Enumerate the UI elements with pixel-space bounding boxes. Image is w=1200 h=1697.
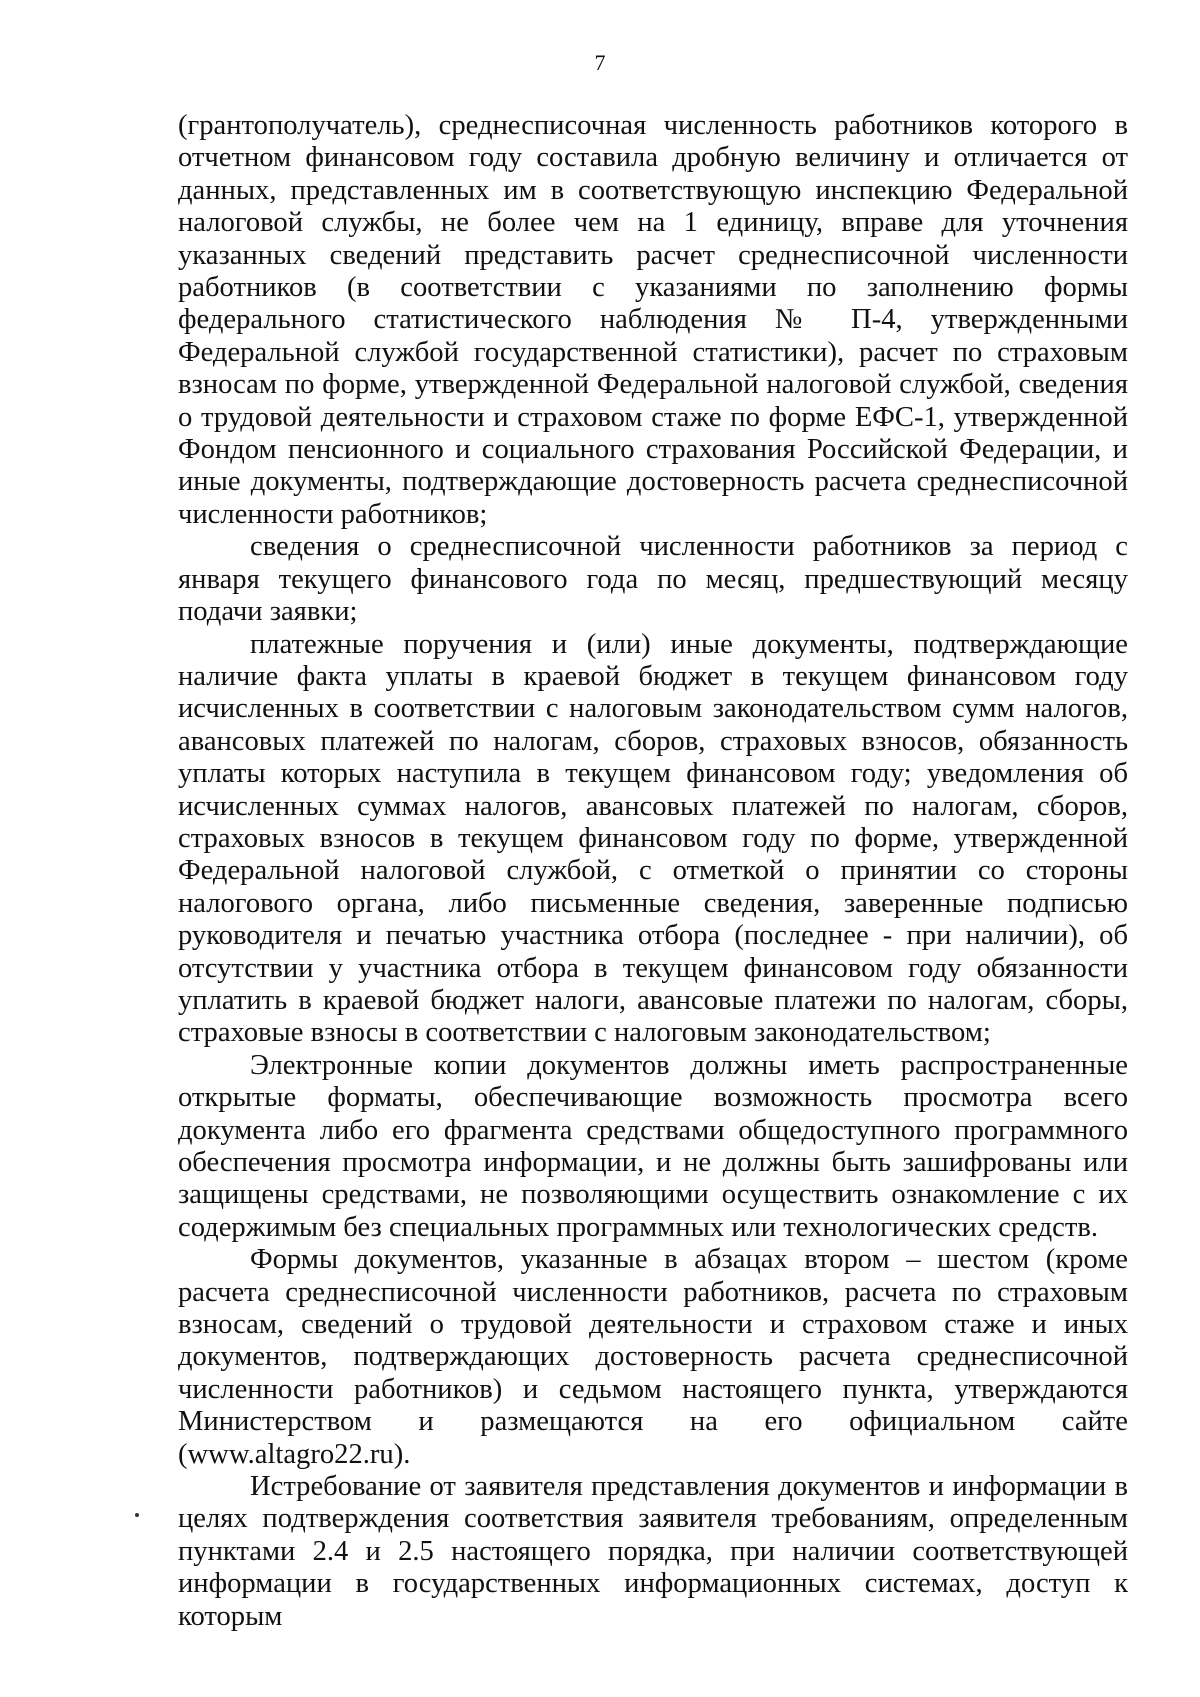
document-body — [178, 110, 1128, 1633]
paragraph-payment-orders: платежные поручения и (или) иные документы, подтверждающие наличие факта уплаты в краевой бюджет в текущем финансовом году исчисленных в соответствии с налоговым законодательством сумм налогов, авансовых платежей по налогам, сборов, страховых взносов, обязанность уплаты которых наступила в текущем финансовом году; уведомления об исчисленных суммах налогов, авансовых платежей по налогам, сборов, страховых взносов в текущем финансовом году по форме, утвержденной Федеральной налоговой службой, с отметкой о принятии со стороны налогового органа, либо письменные сведения, заверенные подписью руководителя и печатью участника отбора (последнее - при наличии), об отсутствии у участника отбора в текущем финансовом году обязанности уплатить в краевой бюджет налоги, авансовые платежи по налогам, сборы, страховые взносы в соответствии с налоговым законодательством; — [178, 628, 1128, 1049]
paragraph-continuation: (грантополучатель), среднесписочная численность работников которого в отчетном финансовом году составила дробную величину и отличается от данных, представленных им в соответствующую инспекцию Федеральной налоговой службы, не более чем на 1 единицу, вправе для уточнения указанных сведений представить расчет среднесписочной численности работников (в соответствии с указаниями по заполнению формы федерального статистического наблюдения № П-4, утвержденными Федеральной службой государственной статистики), расчет по страховым взносам по форме, утвержденной Федеральной налоговой службой, сведения о трудовой деятельности и страховом стаже по форме ЕФС-1, утвержденной Фондом пенсионного и социального страхования Российской Федерации, и иные документы, подтверждающие достоверность расчета среднесписочной численности работников; — [178, 110, 1128, 530]
margin-dot-mark — [135, 1513, 139, 1517]
paragraph-information-request: Истребование от заявителя представления документов и информации в целях подтверждения соответствия заявителя требованиям, определенным пунктами 2.4 и 2.5 настоящего порядка, при наличии соответствующей информации в государственных информационных системах, доступ к которым — [178, 1471, 1128, 1632]
paragraph-document-forms: Формы документов, указанные в абзацах втором – шестом (кроме расчета среднесписочной численности работников, расчета по страховым взносам, сведений о трудовой деятельности и страховом стаже и иных документов, подтверждающих достоверность расчета среднесписочной численности работников) и седьмом настоящего пункта, утверждаются Министерством и размещаются на его официальном сайте (www.altagro22.ru). — [178, 1244, 1128, 1470]
paragraph-electronic-copies: Электронные копии документов должны иметь распространенные открытые форматы, обеспечивающие возможность просмотра всего документа либо его фрагмента средствами общедоступного программного обеспечения просмотра информации, и не должны быть зашифрованы или защищены средствами, не позволяющими осуществить ознакомление с их содержимым без специальных программных или технологических средств. — [178, 1049, 1128, 1243]
page-number: 7 — [594, 50, 606, 75]
paragraph-headcount-info: сведения о среднесписочной численности работников за период с января текущего финансового года по месяц, предшествующий месяцу подачи заявки; — [178, 531, 1128, 628]
